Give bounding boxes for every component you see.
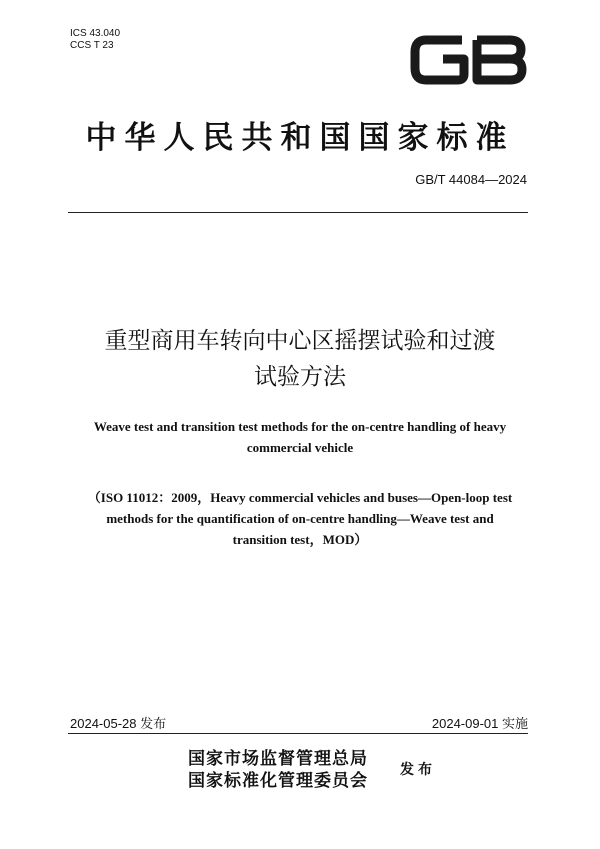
title-english-line-1: Weave test and transition test methods for the on-centre handling of heavy (93, 419, 507, 434)
implement-date: 2024-09-01 实施 (431, 716, 528, 731)
title-chinese-line-2: 试验方法 (254, 364, 346, 390)
title-english (0, 416, 600, 458)
title-english-line-2: commercial vehicle (246, 440, 354, 455)
title-chinese-line-1: 重型商用车转向中心区摇摆试验和过渡 (104, 328, 496, 354)
issuer-samr: 国家市场监督管理总局 (188, 749, 368, 769)
publish-date: 2024-05-28 发布 (70, 716, 167, 731)
ics-code: ICS 43.040 (70, 28, 121, 39)
standard-type-heading: 中华人民共和国国家标准 (85, 120, 515, 156)
reference-line-3: transition test，MOD） (232, 532, 368, 547)
ccs-code: CCS T 23 (70, 40, 114, 51)
international-reference (0, 487, 600, 550)
issuer-sac: 国家标准化管理委员会 (188, 771, 368, 791)
reference-line-2: methods for the quantification of on-centre handling—Weave test and (106, 511, 494, 526)
reference-line-1: （ISO 11012：2009，Heavy commercial vehicles and buses—Open-loop test (87, 490, 513, 505)
header-divider (68, 212, 528, 213)
standard-code: GB/T 44084—2024 (415, 172, 527, 187)
issue-label: 发布 (400, 762, 436, 778)
classification-codes (70, 28, 120, 52)
title-chinese (0, 323, 600, 395)
gb-logo (410, 30, 528, 90)
issuing-authorities (188, 748, 368, 792)
footer-divider (68, 733, 528, 734)
svg-text:GB: GB (410, 30, 412, 31)
